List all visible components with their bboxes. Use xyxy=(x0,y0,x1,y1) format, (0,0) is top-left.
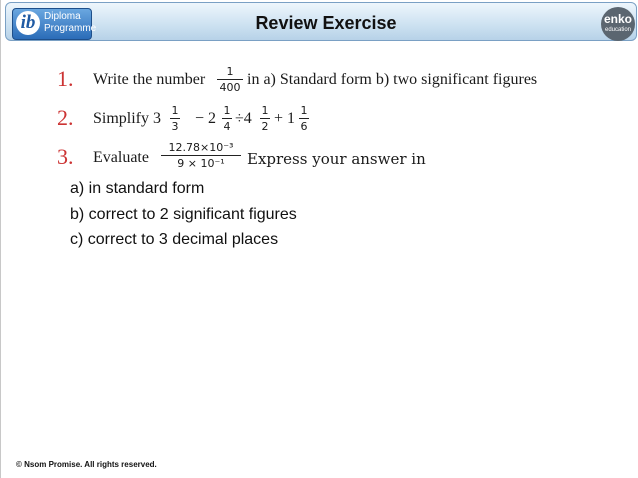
fraction: 1 4 xyxy=(223,104,231,133)
operator: + 1 xyxy=(274,110,296,127)
ib-diploma-logo xyxy=(12,8,97,40)
ib-logo-mark: ib xyxy=(16,11,40,35)
answer-format-a: a) in standard form xyxy=(70,180,205,197)
exercise-number: 3. xyxy=(57,144,74,169)
fraction: 1 400 xyxy=(217,65,243,94)
exercise-text: Express your answer in xyxy=(247,150,426,168)
answer-format-b: b) correct to 2 significant figures xyxy=(70,206,297,223)
header-bar xyxy=(5,2,637,41)
page-title: Review Exercise xyxy=(255,13,397,33)
copyright-footer: © Nsom Promise. All rights reserved. xyxy=(16,460,157,469)
fraction: 1 6 xyxy=(300,104,308,133)
exercise-text: Simplify 3 xyxy=(93,110,162,127)
answer-format-c: c) correct to 3 decimal places xyxy=(70,231,279,248)
exercise-2 xyxy=(57,104,357,133)
fraction: 1 2 xyxy=(261,104,269,133)
enko-education-logo: enko education xyxy=(601,7,635,41)
exercise-3 xyxy=(57,141,457,172)
operator: − 2 xyxy=(195,110,217,127)
ib-logo-text: Diploma Programme xyxy=(44,11,97,34)
exercise-text: Write the number xyxy=(93,71,206,88)
fraction: 1 3 xyxy=(171,104,179,133)
operator: ÷4 xyxy=(235,110,252,127)
exercise-text: Evaluate xyxy=(93,149,149,166)
exercise-number: 2. xyxy=(57,105,74,130)
fraction: 12.78×10⁻³ 9 × 10⁻¹ xyxy=(161,141,241,170)
exercise-number: 1. xyxy=(57,66,74,91)
exercise-text: in a) Standard form b) two significant figures xyxy=(247,71,538,88)
exercise-1 xyxy=(57,65,597,94)
